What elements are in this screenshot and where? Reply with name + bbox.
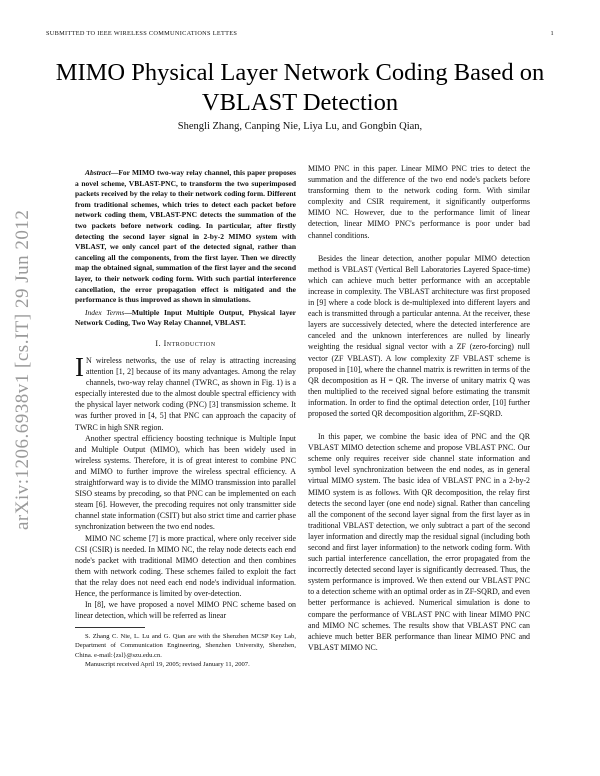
paragraph-gap xyxy=(308,241,530,253)
body-paragraph-continued: MIMO PNC in this paper. Linear MIMO PNC tries to detect the summation and the difference of the two end node's packets before transforming them to the network coding form. With similar complexity and CSIR requirement, it significantly outperforms MIMO NC. However, due to the performance limit of linear detection, linear MIMO PNC's performance is poor under bad channel conditions. xyxy=(308,164,530,240)
footnote-rule xyxy=(75,627,145,628)
section-heading-introduction xyxy=(75,338,296,349)
intro-paragraph-4: In [8], we have proposed a novel MIMO PNC scheme based on linear detection, which will be referred as linear xyxy=(75,600,296,621)
index-terms xyxy=(75,308,296,329)
index-terms-text: —Multiple Input Multiple Output, Physical layer Network Coding, Two Way Relay Channel, VBLAST. xyxy=(75,307,296,328)
right-column xyxy=(308,163,530,653)
abstract-lead: Abstract xyxy=(85,168,111,177)
abstract xyxy=(75,168,296,306)
intro-paragraph-1 xyxy=(75,352,296,433)
running-head-text: SUBMITTED TO IEEE WIRELESS COMMUNICATIONS LETTES xyxy=(46,30,238,37)
section-title: Introduction xyxy=(163,338,216,348)
running-header xyxy=(46,30,554,37)
page-number: 1 xyxy=(550,30,554,37)
body-paragraph-contribution: In this paper, we combine the basic idea of PNC and the QR VBLAST MIMO detection scheme and propose VBLAST PNC. Our scheme only requires receiver side channel state information and symbol level synchronization between the end nodes, as in general virtual MIMO system. The basic idea of VBLAST PNC in a 2-by-2 MIMO system is as follows. With QR decomposition, the relay first detects the second layer (one end node) signal. Rather than canceling all the component of the second layer signal from the first layer as in traditional VBLAST detection, we only subtract a part of the second layer information and directly map the residual signal (including both second and first layer information) to the network coding form. With such partial interference cancellation, the error propagated from the incorrectly detected second layer is significantly decreased. Thus, the system performance is improved. We then extend our VBLAST PNC to a detection scheme with an optimal order as in ZF-SQRD, and even better performance is achieved. Numerical simulation is done to compare the performance of VBLAST PNC with linear MIMO PNC and MIMO NC schemes. The results show that VBLAST PNC can achieve much better BER performance than linear MIMO PNC and VBLAST MIMO NC. xyxy=(308,432,530,652)
body-paragraph-vblast: Besides the linear detection, another popular MIMO detection method is VBLAST (Vertical Bell Laboratories Layered Space-time) which can achieve much better performance with an acceptable increase in complexity. The VBLAST architecture was first proposed in [9] where a code block is de-multiplexed into different layers and each is transmitted through a particular antenna. At the receiver, these layers are successively detected, where the detected interference are canceled and the unknown interferences are nulled by linearly weighting the residual signal vector with a ZF (zero-forcing) null vector (ZF VBLAST). A low complexity ZF VBLAST scheme is proposed in [10], where the channel matrix is rewritten in terms of the QR decomposition as H = QR. The inverse of unitary matrix Q was then multiplied to the received signal before estimating the transmit information. In order to find the optimal detection order, [10] further proposed the sorted QR decomposition algorithm, ZF-SQRD. xyxy=(308,253,530,418)
intro-paragraph-3: MIMO NC scheme [7] is more practical, where only receiver side CSI (CSIR) is needed. In MIMO NC, the relay node detects each end node's packet with traditional MIMO detection and then combines them with network coding. These schemes failed to exploit the fact that the relay does not need each end node's individual information. Hence, the performance is limited by over-detection. xyxy=(75,533,296,598)
arxiv-stamp: arXiv:1206.6938v1 [cs.IT] 29 Jun 2012 xyxy=(12,209,33,530)
footnote-manuscript: Manuscript received April 19, 2005; revised January 11, 2007. xyxy=(85,660,250,668)
author-list: Shengli Zhang, Canping Nie, Liya Lu, and Gongbin Qian, xyxy=(177,121,423,132)
index-terms-lead: Index Terms xyxy=(85,307,125,317)
section-numeral: I. xyxy=(155,338,162,348)
left-column xyxy=(75,168,296,669)
drop-cap-rest: N xyxy=(86,356,92,365)
intro-paragraph-1-text: wireless networks, the use of relay is attracting increasing attention [1, 2] because of its many advantages. Among the relay channels, two-way relay channel (TWRC, as shown in Fig. 1) is a especially interested due to the almost double spectral efficiency with the physical layer network coding (PNC) [3] transmission scheme. It was further proved in [4, 5] that PNC can approach the capacity of TWRC in high SNR region. xyxy=(75,356,296,432)
footnote-affiliation: S. Zhang C. Nie, L. Lu and G. Qian are with the Shenzhen MCSP Key Lab, Department of Communication Engineering, Shenzhen University, Shenzhen, China. e-mail:{zsl}@szu.edu.cn. xyxy=(75,633,296,659)
intro-paragraph-2: Another spectral efficiency boosting technique is Multiple Input and Multiple Output (MIMO), which has been widely used in wireless systems. Therefore, it is of great interest to combine PNC and MIMO to further improve the wireless spectral efficiency. A straightforward way is to divide the MIMO transmission into parallel SISO steams by precoding, so that PNC can be implemented on each steam [6]. However, the precoding requires not only transmitter side channel state information (CSIT) but also strict time and carrier phase synchronization between the two end nodes. xyxy=(75,433,296,532)
paper-title: MIMO Physical Layer Network Coding Based on VBLAST Detection xyxy=(55,59,545,116)
drop-cap: I xyxy=(75,352,84,382)
paragraph-gap xyxy=(308,419,530,431)
abstract-text: —For MIMO two-way relay channel, this paper proposes a novel scheme, VBLAST-PNC, to transform the two superimposed packets received by the relay to their network coding form. Different from traditional schemes, which tries to detect each packet before network coding them, VBLAST-PNC detects the summation of the two packets before network coding. In particular, after firstly detecting the second layer signal in 2-by-2 MIMO system with VBLAST, we only cancel part of the detected signal, rather than canceling all the components, from the first layer. Then we directly map the obtained signal, summation of the first layer and the second layer, to their network coding form. With such partial interference cancellation, the error propagation effect is mitigated and the performance is thus improved as shown in simulations. xyxy=(75,168,296,305)
